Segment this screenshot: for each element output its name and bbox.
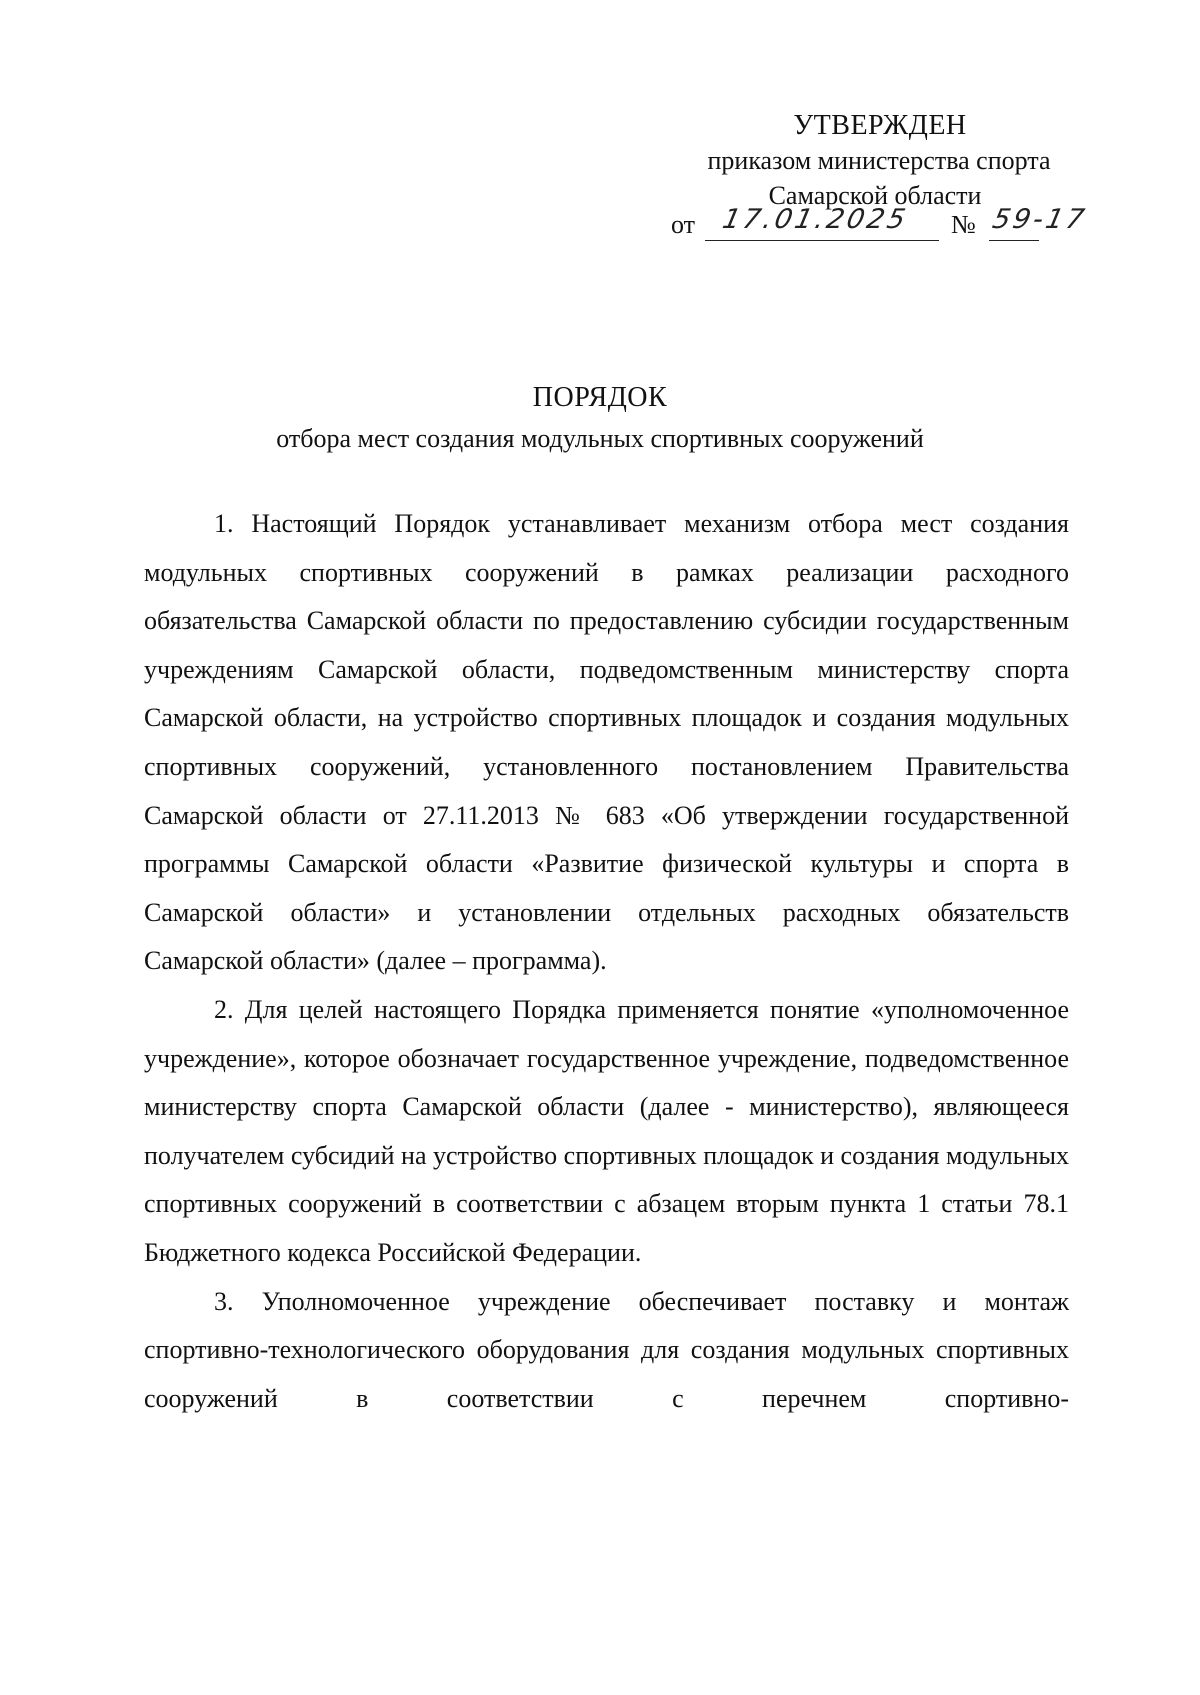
document-subtitle: отбора мест создания модульных спортивных сооружений xyxy=(276,424,924,453)
number-sign: № xyxy=(951,210,976,239)
paragraph-1: 1. Настоящий Порядок устанавливает механизм отбора мест создания модульных спортивных сооружений в рамках реализации расходного обязательства Самарской области по предоставлению субсидии государственным учреждениям Самарской области, подведомственным министерству спорта Самарской области, на устройство спортивных площадок и создания модульных спортивных сооружений, установленного постановлением Правительства Самарской области от 27.11.2013 № 683 «Об утверждении государственной программы Самарской области «Развитие физической культуры и спорта в Самарской области» и установлении отдельных расходных обязательств Самарской области» (далее – программа). xyxy=(144,509,1069,976)
approval-block xyxy=(650,108,1090,213)
handwritten-date: 17.01.2025 xyxy=(719,204,911,235)
handwritten-number: 59-17 xyxy=(989,204,1090,235)
number-underline xyxy=(989,240,1039,241)
date-field xyxy=(705,206,939,241)
document-body xyxy=(144,500,1069,1423)
paragraph-2: 2. Для целей настоящего Порядка применяется понятие «уполномоченное учреждение», которое обозначает государственное учреждение, подведомственное министерству спорта Самарской области (далее - министерство), являющееся получателем субсидий на устройство спортивных площадок и создания модульных спортивных сооружений в соответствии с абзацем вторым пункта 1 статьи 78.1 Бюджетного кодекса Российской Федерации. xyxy=(144,994,1069,1267)
approval-date-number-line xyxy=(671,206,1111,246)
number-field xyxy=(989,206,1099,240)
date-prefix: от xyxy=(671,210,696,239)
approved-heading: УТВЕРЖДЕН xyxy=(793,110,967,141)
document-title: ПОРЯДОК xyxy=(532,382,668,413)
approval-region-line: Самарской области xyxy=(768,181,982,210)
paragraph-3: 3. Уполномоченное учреждение обеспечивает поставку и монтаж спортивно-технологического оборудования для создания модульных спортивных сооружений в соответствии с перечнем спортивно- xyxy=(144,1286,1069,1413)
approval-order-line: приказом министерства спорта xyxy=(707,146,1051,175)
